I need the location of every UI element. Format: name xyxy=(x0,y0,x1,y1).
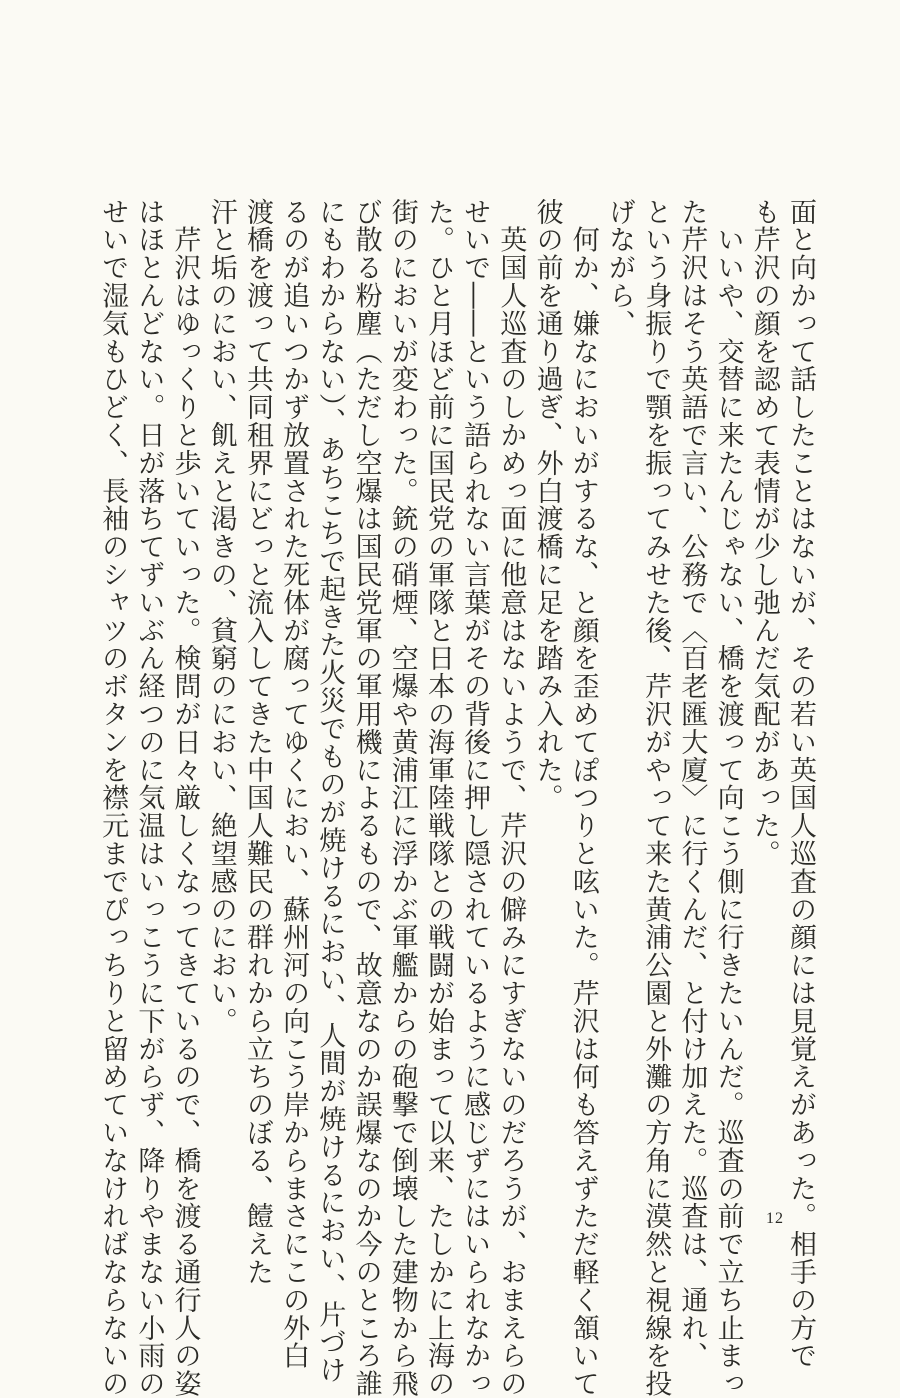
text-line-6: げながら、 xyxy=(603,198,635,338)
text-line-2: も芹沢の顔を認めて表情が少し弛んだ気配があった。 xyxy=(748,198,780,868)
text-line-13: び散る粉塵（ただし空爆は国民党軍の軍用機によるもので、故意なのか誤爆なのか今のところ誰 xyxy=(350,198,382,1398)
text-line-5: という身振りで顎を振ってみせた後、芹沢がやって来た黄浦公園と外灘の方角に漠然と視線を投 xyxy=(640,198,672,1398)
text-line-15: るのが追いつかず放置された死体が腐ってゆくにおい、蘇州河の向こう岸からまさにこの外白 xyxy=(278,198,310,1370)
text-line-11: た。ひと月ほど前に国民党の軍隊と日本の海軍陸戦隊との戦闘が始まって以来、たしかに上海の xyxy=(422,198,454,1398)
text-line-9: 英国人巡査のしかめっ面に他意はないようで、芹沢の僻みにすぎないのだろうが、おまえらの xyxy=(495,198,527,1398)
text-line-8: 彼の前を通り過ぎ、外白渡橋に足を踏み入れた。 xyxy=(531,198,563,812)
text-line-18: 芹沢はゆっくりと歩いていった。検問が日々厳しくなってきているので、橋を渡る通行人の姿 xyxy=(169,198,201,1398)
text-line-4: た芹沢はそう英語で言い、公務で〈百老匯大廈〉に行くんだ、と付け加えた。巡査は、通れ、 xyxy=(676,198,708,1370)
text-line-16: 渡橋を渡って共同租界にどっと流入してきた中国人難民の群れから立ちのぼる、饐えた xyxy=(241,198,273,1287)
text-line-10: せいで――という語られない言葉がその背後に押し隠されているように感じずにはいられなかっ xyxy=(459,198,491,1398)
text-line-19: はほとんどない。日が落ちてずいぶん経つのに気温はいっこうに下がらず、降りやまない小雨の xyxy=(133,198,165,1398)
page-number: 12 xyxy=(766,1210,784,1227)
text-line-17: 汗と垢のにおい、飢えと渇きの、貧窮のにおい、絶望感のにおい。 xyxy=(205,198,237,1035)
text-line-20: せいで湿気もひどく、長袖のシャツのボタンを襟元までぴっちりと留めていなければならないの xyxy=(97,198,129,1398)
text-line-3: いいや、交替に来たんじゃない、橋を渡って向こう側に行きたいんだ。巡査の前で立ち止まっ xyxy=(712,198,744,1398)
text-line-7: 何か、嫌なにおいがするな、と顔を歪めてぽつりと呟いた。芹沢は何も答えずただ軽く頷いて xyxy=(567,198,599,1398)
text-line-12: 街のにおいが変わった。銃の硝煙、空爆や黄浦江に浮かぶ軍艦からの砲撃で倒壊した建物から飛 xyxy=(386,198,418,1398)
text-line-1: 面と向かって話したことはないが、その若い英国人巡査の顔には見覚えがあった。相手の方で xyxy=(785,198,816,1370)
text-line-14: にもわからない）、あちこちで起きた火災でものが焼けるにおい、人間が焼けるにおい、片づけ xyxy=(314,198,346,1385)
